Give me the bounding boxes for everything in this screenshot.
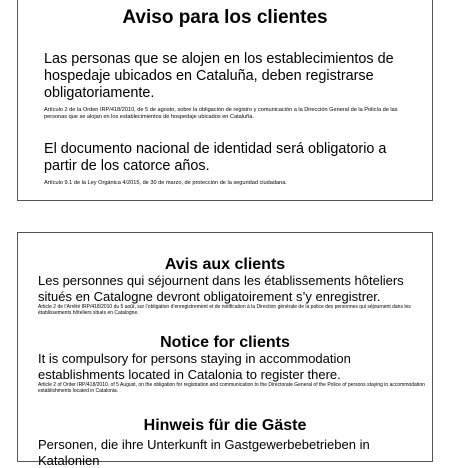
notice-paragraph-registration-spanish: Las personas que se alojen en los establecimientos de hospedaje ubicados en Cataluña, deben registrarse obligatoriamente.	[44, 51, 394, 101]
notice-title-french: Avis aux clients	[164, 256, 286, 273]
notice-paragraph-german: Personen, die ihre Unterkunft in Gastgewerbebetrieben in Katalonien	[38, 437, 370, 468]
notice-paragraph-french: Les personnes qui séjournent dans les établissements hôteliers situés en Catalogne devront obligatoirement s’y enregistrer.	[38, 273, 404, 304]
notice-card-multilingual	[17, 232, 433, 468]
legal-note-french: Article 2 de l’Arrêté IRP/418/2010 du 5 août, sur l’obligation d’enregistrement et de notification à la Direction générale de la police des personnes qui séjournent dans les établissements hôteliers situés en Catalogne.	[38, 304, 411, 317]
notice-title-english: Notice for clients	[160, 334, 290, 351]
legal-note-english: Article 2 of Order IRP/418/2010, of 5 August, on the obligation for registration and communication to the Directorate General of the Police of persons staying in accommodation establishments located in Catalonia.	[38, 382, 425, 395]
notice-card-spanish	[17, 0, 433, 201]
notice-title-spanish: Aviso para los clientes	[122, 7, 328, 28]
legal-note-id-document-spanish: Artículo 9.1 de la Ley Orgánica 4/2015, de 30 de marzo, de protección de la seguridad ciudadana.	[44, 180, 287, 186]
notice-paragraph-id-document-spanish: El documento nacional de identidad será obligatorio a partir de los catorce años.	[44, 141, 387, 174]
legal-note-registration-spanish: Artículo 2 de la Orden IRP/418/2010, de 5 de agosto, sobre la obligación de registro y comunicación a la Dirección General de la Policía de las personas que se alojan en los establecimientos de hospedaje ubicados en Cataluña.	[44, 107, 398, 120]
notice-title-german: Hinweis für die Gäste	[143, 417, 307, 434]
notice-paragraph-english: It is compulsory for persons staying in accommodation establishments located in Catalonia to register there.	[38, 351, 351, 382]
